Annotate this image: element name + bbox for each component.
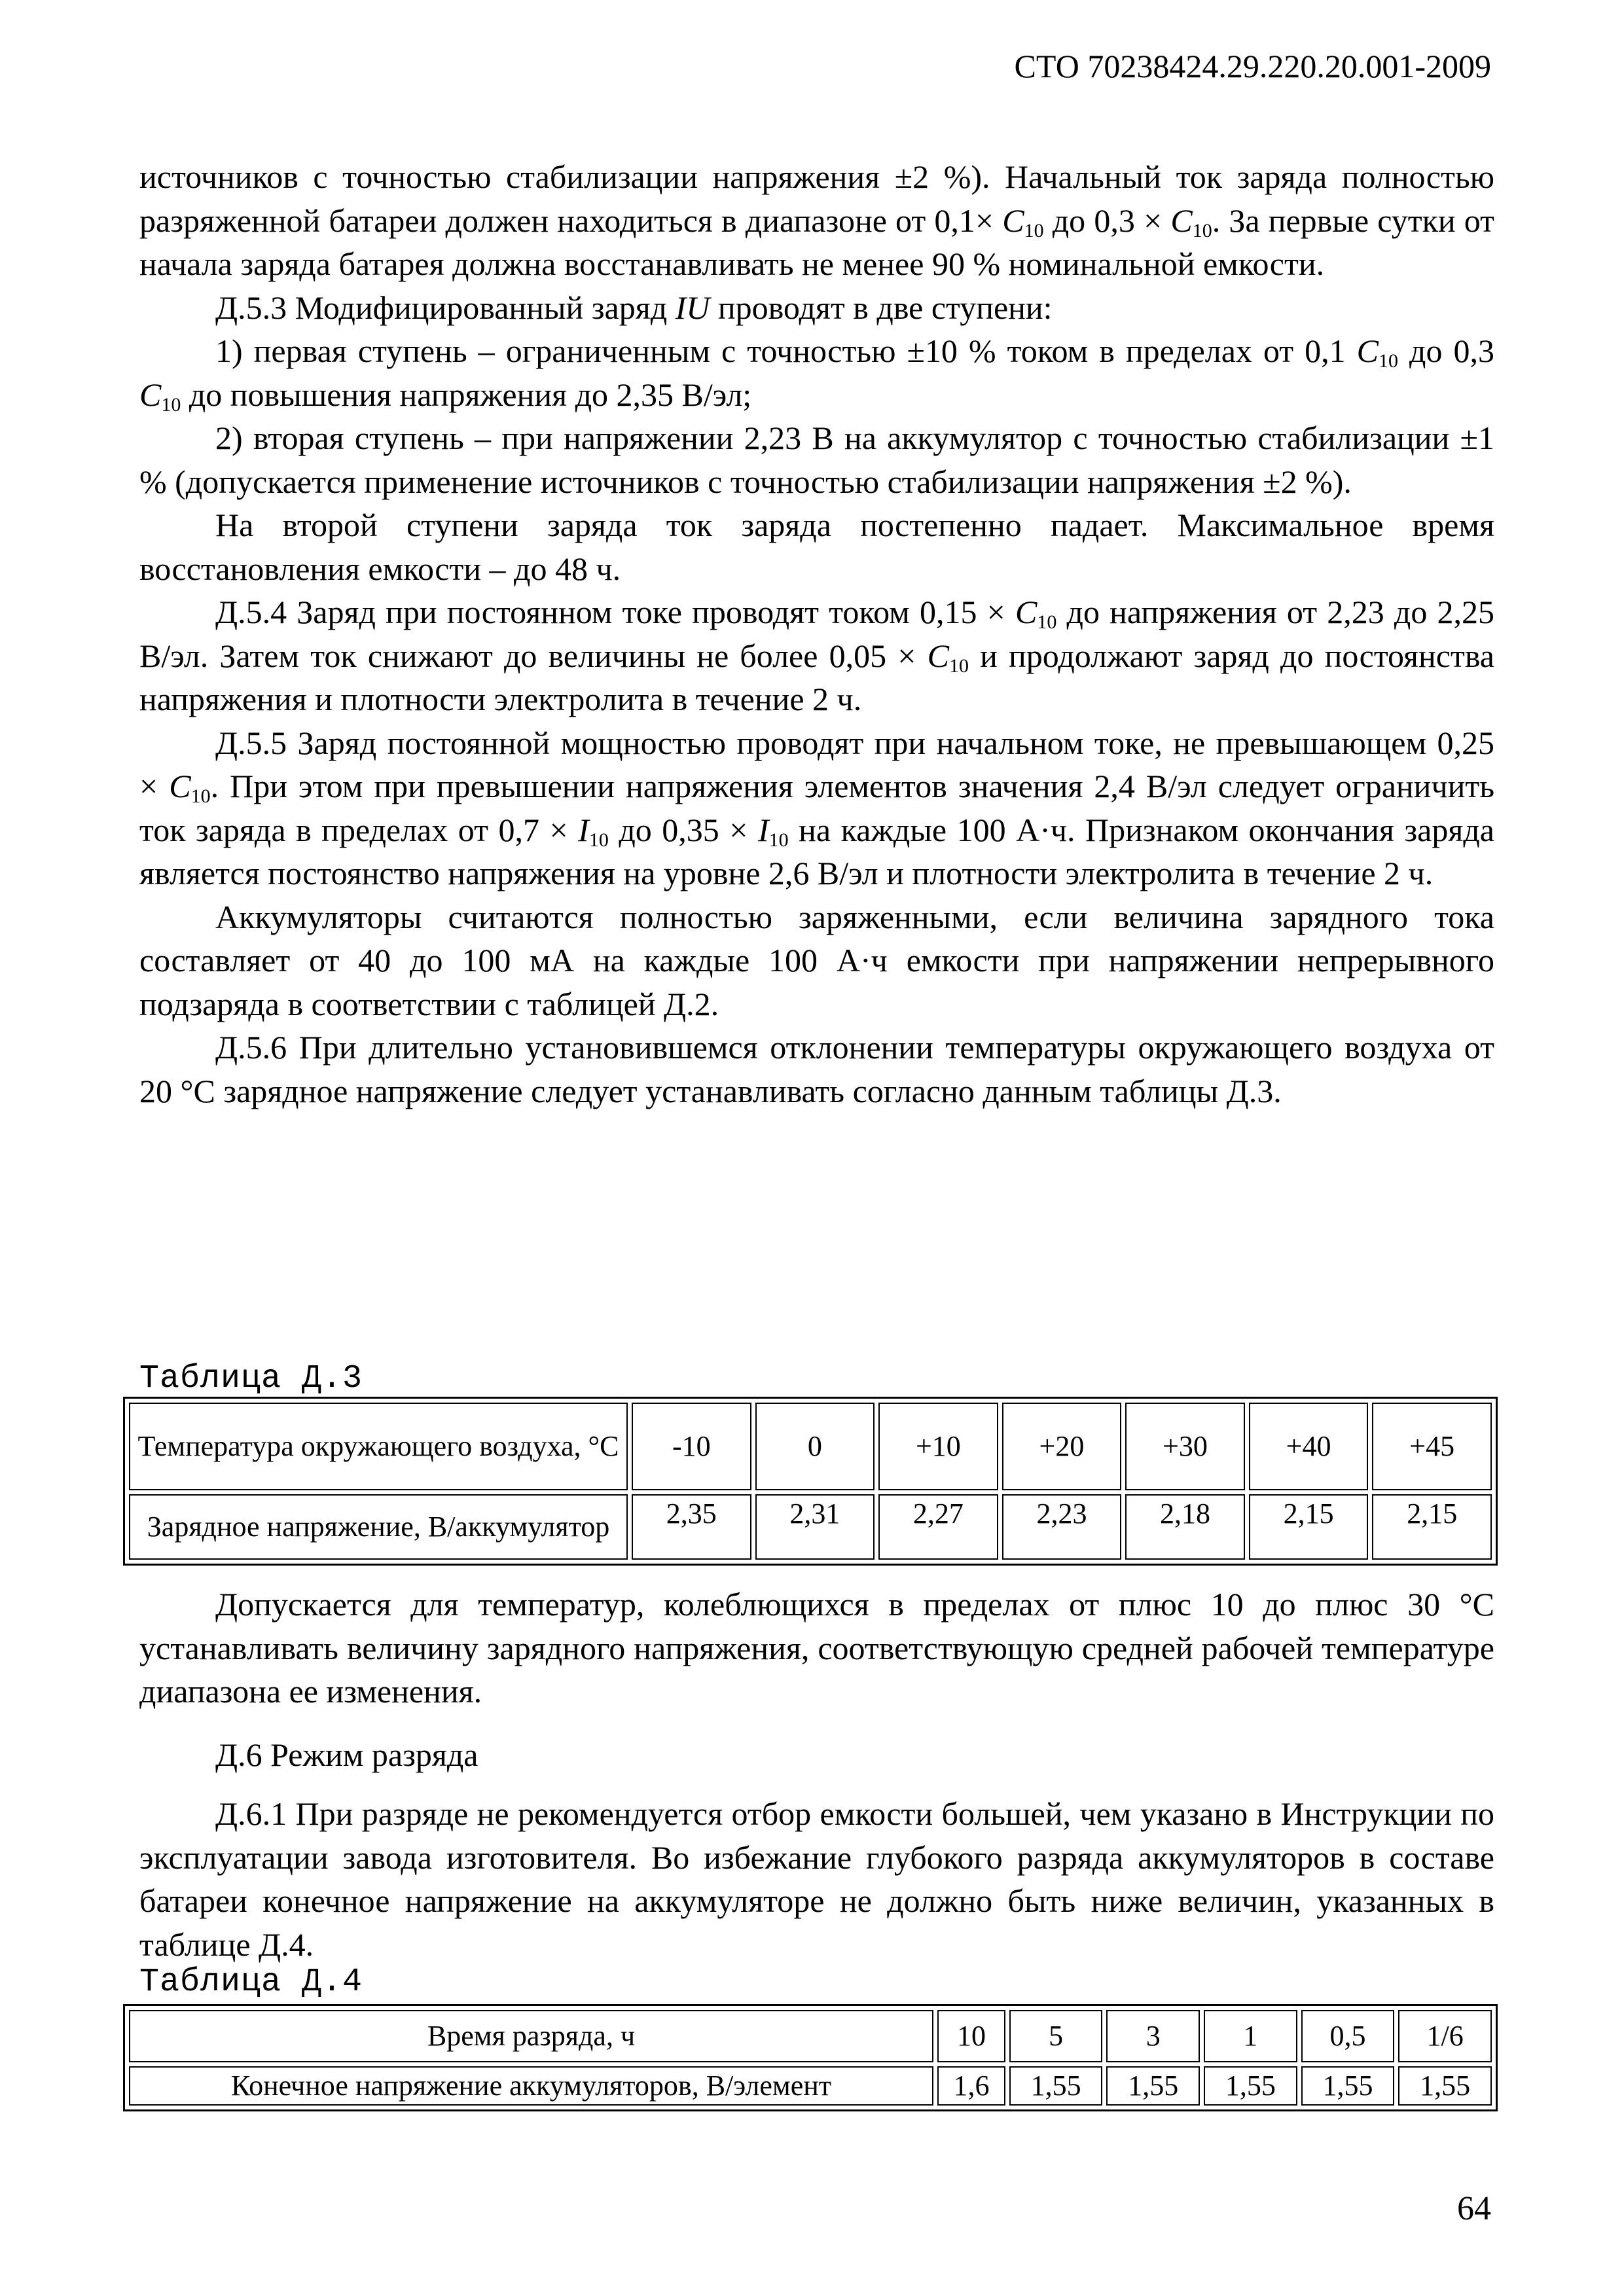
table4-time-cell: 10	[937, 2010, 1005, 2062]
table4-time-cell: 1/6	[1398, 2010, 1492, 2062]
paragraph-step2: 2) вторая ступень – при напряжении 2,23 В на аккумулятор с точностью стабилизации ±1 % (допускается применение источников с точностью стабилизации напряжения ±2 %).	[139, 420, 1494, 500]
table3-temp-cell: -10	[632, 1403, 751, 1490]
paragraph-step1: 1) первая ступень – ограниченным с точностью ±10 % током в пределах от 0,1 $C_{10}$ до 0,3 $C_{10}$ до повышения напряжения до 2,35 В/эл;	[139, 332, 1494, 416]
table4-voltage-cell: 1,55	[1398, 2066, 1492, 2106]
table3-voltage-cell: 2,23	[1002, 1494, 1122, 1560]
table3-voltage-cell: 2,31	[755, 1494, 875, 1560]
table4-voltage-cell: 1,55	[1204, 2066, 1297, 2106]
table3-temp-cell: +10	[878, 1403, 998, 1490]
table3-voltage-cell: 2,35	[632, 1494, 751, 1560]
table4-voltage-cell: 1,55	[1106, 2066, 1200, 2106]
table4-voltage-label: Конечное напряжение аккумуляторов, В/элемент	[129, 2066, 933, 2106]
table3-voltage-cell: 2,18	[1125, 1494, 1245, 1560]
table3-temp-cell: +45	[1372, 1403, 1492, 1490]
table3-temp-cell: 0	[755, 1403, 875, 1490]
table4-voltage-cell: 1,55	[1009, 2066, 1103, 2106]
table4-time-label: Время разряда, ч	[129, 2010, 933, 2062]
table4-time-cell: 5	[1009, 2010, 1103, 2062]
table4-time-cell: 1	[1204, 2010, 1297, 2062]
paragraph-d54: Д.5.4 Заряд при постоянном токе проводят током $0,15 \times C_{10}$ до напряжения от 2,23 до 2,25 В/эл. Затем ток снижают до величины не более $0,05 \times C_{10}$ и продолжают заряд до постоянства напряжения и плотности электролита в течение 2 ч.	[139, 594, 1494, 717]
section-d6-heading: Д.6 Режим разряда	[215, 1736, 478, 1773]
table3-temp-cell: +40	[1249, 1403, 1369, 1490]
table4-time-cell: 0,5	[1301, 2010, 1395, 2062]
table3-temp-label: Температура окружающего воздуха, °С	[129, 1403, 628, 1490]
body-text-top	[139, 155, 1494, 1113]
table-d4	[123, 2004, 1498, 2111]
table4-time-row	[129, 2010, 1492, 2062]
paragraph-second-stage: На второй ступени заряда ток заряда постепенно падает. Максимальное время восстановления емкости – до 48 ч.	[139, 507, 1494, 587]
table3-voltage-cell: 2,27	[878, 1494, 998, 1560]
table4-voltage-row	[129, 2066, 1492, 2106]
body-text-bottom	[139, 1583, 1494, 1966]
table3-voltage-cell: 2,15	[1372, 1494, 1492, 1560]
table3-temp-cell: +20	[1002, 1403, 1122, 1490]
table4-caption: Таблица Д.4	[139, 1964, 363, 2001]
table3-temp-cell: +30	[1125, 1403, 1245, 1490]
table4-time-cell: 3	[1106, 2010, 1200, 2062]
table3-temp-row	[129, 1403, 1492, 1490]
page-number: 64	[1457, 2190, 1491, 2227]
paragraph-d56: Д.5.6 При длительно установившемся отклонении температуры окружающего воздуха от 20 °С зарядное напряжение следует устанавливать согласно данным таблицы Д.3.	[139, 1029, 1494, 1109]
paragraph-d61: Д.6.1 При разряде не рекомендуется отбор емкости большей, чем указано в Инструкции по эксплуатации завода изготовителя. Во избежание глубокого разряда аккумуляторов в составе батареи конечное напряжение на аккумуляторе не должно быть ниже величин, указанных в таблице Д.4.	[139, 1795, 1494, 1963]
paragraph-allowed: Допускается для температур, колеблющихся в пределах от плюс 10 до плюс 30 °С устанавливать величину зарядного напряжения, соответствующую средней рабочей температуре диапазона ее изменения.	[139, 1586, 1494, 1710]
paragraph-accumulators: Аккумуляторы считаются полностью заряженными, если величина зарядного тока составляет от 40 до 100 мА на каждые 100 А·ч емкости при напряжении непрерывного подзаряда в соответствии с таблицей Д.2.	[139, 898, 1494, 1022]
table3-voltage-label: Зарядное напряжение, В/аккумулятор	[129, 1494, 628, 1560]
table3-caption: Таблица Д.3	[139, 1360, 363, 1397]
table-d3	[123, 1397, 1498, 1566]
paragraph-d53: Д.5.3 Модифицированный заряд IU проводят в две ступени:	[215, 289, 1053, 326]
table4-voltage-cell: 1,55	[1301, 2066, 1395, 2106]
paragraph-intro: источников с точностью стабилизации напряжения ±2 %). Начальный ток заряда полностью разряженной батареи должен находиться в диапазоне от $0,1\times C_{10}$ до $0,3 \times C_{10}$. За первые сутки от начала заряда батарея должна восстанавливать не менее 90 % номинальной емкости.	[139, 158, 1494, 282]
table4-voltage-cell: 1,6	[937, 2066, 1005, 2106]
paragraph-d55: Д.5.5 Заряд постоянной мощностью проводят при начальном токе, не превышающем $0,25 \times C_{10}$. При этом при превышении напряжения элементов значения 2,4 В/эл следует ограничить ток заряда в пределах от $0,7 \times I_{10}$ до $0,35 \times I_{10}$ на каждые 100 А·ч. Признаком окончания заряда является постоянство напряжения на уровне 2,6 В/эл и плотности электролита в течение 2 ч.	[139, 724, 1494, 891]
table3-voltage-cell: 2,15	[1249, 1494, 1369, 1560]
standard-code: СТО 70238424.29.220.20.001-2009	[1014, 48, 1491, 84]
table3-voltage-row	[129, 1494, 1492, 1560]
